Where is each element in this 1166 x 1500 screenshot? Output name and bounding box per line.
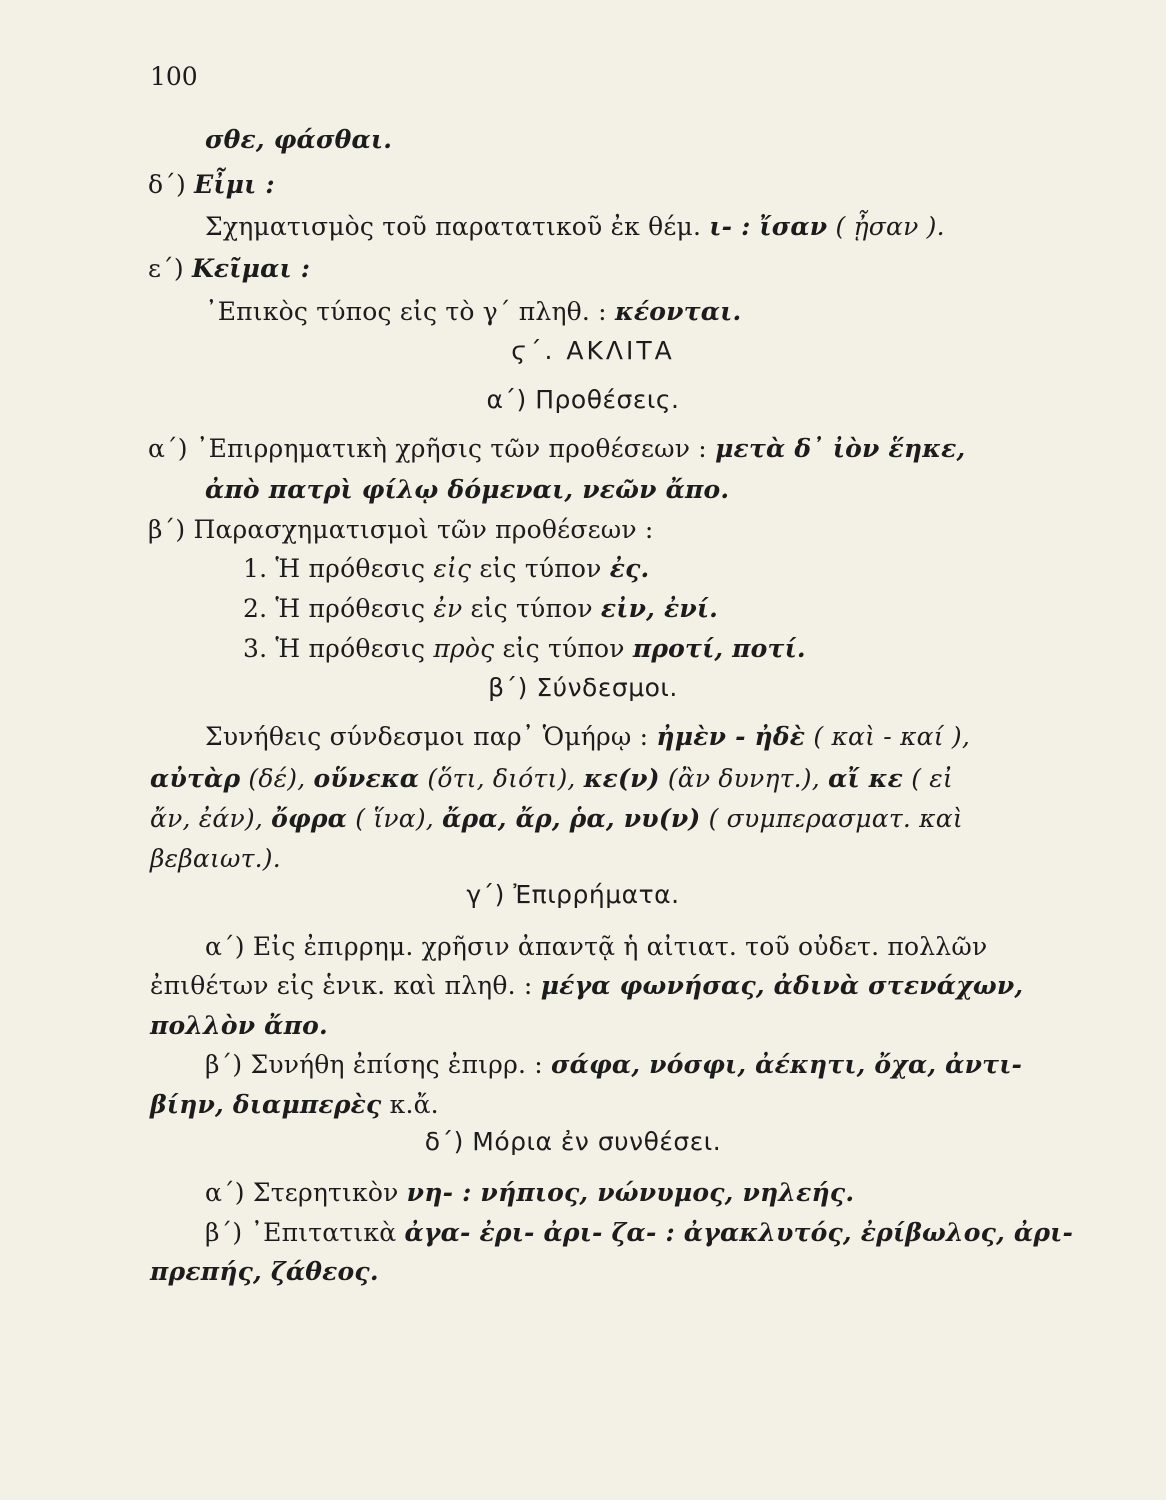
greek-example: ἠμὲν - ἠδὲ: [656, 722, 806, 751]
text-line: [205, 212, 945, 241]
text-line: [150, 1257, 379, 1286]
text: β΄) Παρασχηματισμοὶ τῶν προθέσεων :: [148, 515, 654, 544]
text: β΄) Συνήθη ἐπίσης ἐπιρρ. :: [205, 1050, 552, 1079]
text-line: [150, 804, 963, 833]
text-line: [148, 434, 965, 463]
lemma: Εἶμι :: [194, 170, 275, 199]
text-line: [150, 844, 281, 873]
section-delta-eimi: [148, 170, 275, 199]
text: 3. Ἡ πρόθεσις: [243, 634, 434, 663]
text-line: [148, 515, 654, 544]
text-line: [150, 1090, 439, 1119]
gloss: ( ᾖσαν ).: [827, 212, 945, 241]
greek-example: ι- : ἴσαν: [709, 212, 828, 241]
page-number: 100: [150, 62, 198, 91]
heading-moria: δ΄) Μόρια ἐν συνθέσει.: [424, 1127, 722, 1156]
list-item: [243, 634, 806, 663]
greek-example: ἀγα- ἐρι- ἀρι- ζα- : ἀγακλυτός, ἐρίβωλος,: [404, 1218, 1005, 1247]
text: α΄) Στερητικὸν: [205, 1178, 407, 1207]
text: εἰς τύπον: [494, 634, 633, 663]
text-line: [205, 1050, 1022, 1079]
text-line: [205, 1178, 854, 1207]
greek-example: οὕνεκα: [313, 764, 420, 793]
greek-example: πολλὸν ἄπο.: [150, 1011, 328, 1040]
greek-example: προτί, ποτί.: [632, 634, 806, 663]
greek-example: βίην, διαμπερὲς: [150, 1090, 382, 1119]
gloss: ἄν, ἐάν),: [150, 804, 272, 833]
greek-example: εἰν, ἐνί.: [600, 594, 719, 623]
greek-example: ἐς.: [609, 554, 650, 583]
gloss: ( συμπερασματ. καὶ: [700, 804, 963, 833]
greek-example: σάφα, νόσφι, ἀέκητι, ὄχα, ἀντι-: [551, 1050, 1023, 1079]
greek-example: πρεπής, ζάθεος.: [150, 1257, 379, 1286]
greek-example: ἀρι-: [1004, 1218, 1074, 1247]
greek-example: αὐτὰρ: [150, 764, 241, 793]
heading-aklita: ϛ΄. ΑΚΛΙΤΑ: [511, 336, 675, 365]
greek-example: αἴ κε: [828, 764, 904, 793]
heading-protheseis: α΄) Προθέσεις.: [486, 385, 680, 414]
greek-example: νη- : νήπιος,: [406, 1178, 589, 1207]
list-item: [243, 554, 649, 583]
text: Σχηματισμὸς τοῦ παρατατικοῦ ἐκ θέμ.: [205, 212, 710, 241]
section-epsilon-keimai: [148, 254, 310, 283]
gloss: (ἂν δυνητ.),: [659, 764, 829, 793]
text: α΄) Εἰς ἐπιρρημ. χρῆσιν ἀπαντᾷ ἡ αἰτιατ. τοῦ οὐδετ. πολλῶν: [205, 932, 988, 961]
section-marker: δ΄): [148, 170, 195, 199]
greek-example: κέονται.: [614, 297, 742, 326]
text-line: [205, 932, 987, 961]
text: ᾿Επικὸς τύπος εἰς τὸ γ΄ πληθ. :: [205, 297, 615, 326]
text: εἰς τύπον: [462, 594, 601, 623]
text-line: [205, 297, 741, 326]
text-line: [150, 971, 1023, 1000]
gloss: ( ἵνα),: [347, 804, 443, 833]
text: Συνήθεις σύνδεσμοι παρ᾿ Ὁμήρῳ :: [205, 722, 657, 751]
preposition: εἰς: [433, 554, 472, 583]
greek-example: νώνυμος, νηλεής.: [588, 1178, 855, 1207]
text-line: [205, 722, 970, 751]
preposition: ἐν: [433, 594, 463, 623]
list-item: [243, 594, 718, 623]
text-line: [205, 125, 392, 154]
gloss: ( εἰ: [903, 764, 953, 793]
text-line: [150, 764, 953, 793]
text: κ.ἄ.: [381, 1090, 439, 1119]
lemma: Κεῖμαι :: [191, 254, 311, 283]
section-marker: ε΄): [148, 254, 192, 283]
text: 1. Ἡ πρόθεσις: [243, 554, 434, 583]
gloss: βεβαιωτ.).: [150, 844, 281, 873]
preposition: πρὸς: [433, 634, 495, 663]
text-line: [205, 475, 729, 504]
heading-syndesmoi: β΄) Σύνδεσμοι.: [488, 673, 678, 702]
text: ἐπιθέτων εἰς ἑνικ. καὶ πληθ. :: [150, 971, 541, 1000]
greek-example: ἀπὸ πατρὶ φίλῳ δόμεναι, νεῶν ἄπο.: [205, 475, 730, 504]
gloss: ( καὶ - καί ),: [805, 722, 971, 751]
greek-example: μετὰ δ᾿ ἰὸν ἕηκε,: [715, 434, 966, 463]
text: εἰς τύπον: [471, 554, 610, 583]
greek-example: κε(ν): [583, 764, 660, 793]
gloss: (ὅτι, διότι),: [419, 764, 584, 793]
text-line: [205, 1218, 1073, 1247]
gloss: (δέ),: [240, 764, 314, 793]
text: 2. Ἡ πρόθεσις: [243, 594, 434, 623]
greek-example: μέγα φωνήσας, ἀδινὰ στενάχων,: [540, 971, 1024, 1000]
greek-example: ἄρα, ἄρ, ῥα, νυ(ν): [442, 804, 701, 833]
greek-example: σθε, φάσθαι.: [205, 125, 393, 154]
greek-example: ὄφρα: [271, 804, 348, 833]
text: β΄) ᾿Επιτατικὰ: [205, 1218, 405, 1247]
text: α΄) ᾿Επιρρηματικὴ χρῆσις τῶν προθέσεων :: [148, 434, 716, 463]
text-line: [150, 1011, 328, 1040]
heading-epirrhemata: γ΄) Ἐπιρρήματα.: [466, 880, 680, 909]
